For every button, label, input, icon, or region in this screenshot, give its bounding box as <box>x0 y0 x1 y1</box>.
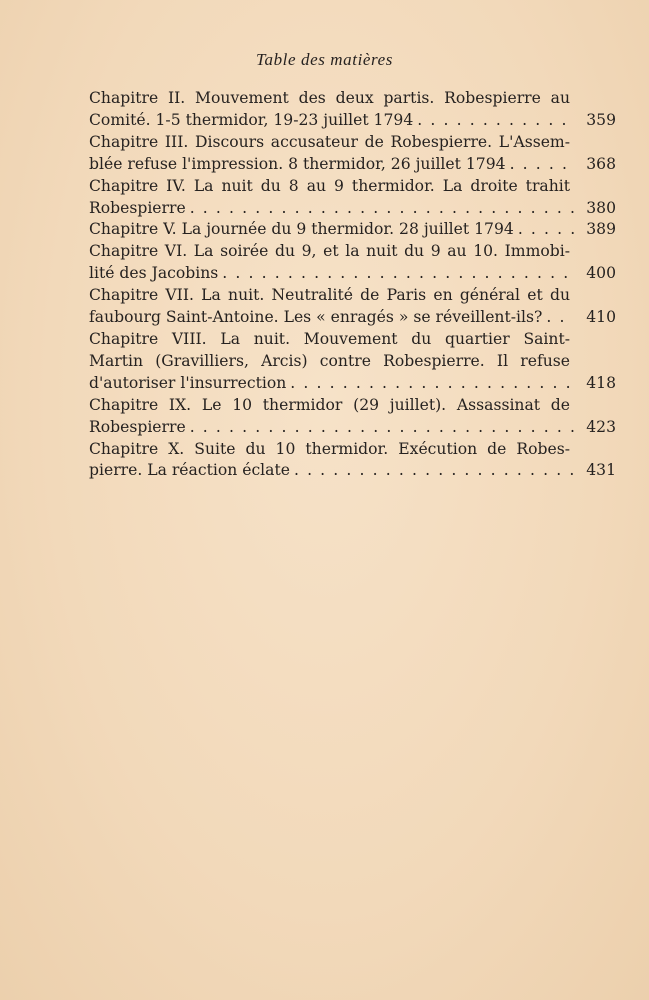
toc-entry <box>89 176 616 220</box>
running-header: Table des matières <box>255 50 394 69</box>
dot-leader <box>222 263 574 285</box>
toc-entry <box>89 395 616 439</box>
toc-entry-line <box>89 219 616 241</box>
dot-leader <box>190 417 574 439</box>
toc-entry-text: Comité. 1-5 thermidor, 19-23 juillet 1794 <box>89 110 414 129</box>
dot-leader <box>546 307 574 329</box>
toc-entry <box>89 439 616 483</box>
page-number: 431 <box>586 461 616 480</box>
toc-entry-line <box>89 263 616 285</box>
toc-entry-line <box>89 110 616 132</box>
toc-entry-text: blée refuse l'impression. 8 thermidor, 26 juillet 1794 <box>89 154 506 173</box>
page-number: 368 <box>586 154 616 173</box>
page-number: 410 <box>586 308 616 327</box>
toc-entry-line <box>89 373 616 395</box>
page-number: 380 <box>586 198 616 217</box>
toc-entry-line: Chapitre X. Suite du 10 thermidor. Exécution de Robes- <box>89 439 570 458</box>
toc-entry-line <box>89 154 616 176</box>
dot-leader <box>518 219 574 241</box>
page-number: 359 <box>586 110 616 129</box>
toc-entry <box>89 329 616 395</box>
toc-entry <box>89 241 616 285</box>
dot-leader <box>417 110 574 132</box>
toc-entry-text: faubourg Saint-Antoine. Les « enragés » se réveillent-ils? <box>89 308 543 327</box>
table-of-contents <box>89 88 616 482</box>
toc-entry-text: lité des Jacobins <box>89 264 219 283</box>
toc-entry-line: Martin (Gravilliers, Arcis) contre Robespierre. Il refuse <box>89 351 570 370</box>
dot-leader <box>510 154 574 176</box>
toc-entry-text: d'autoriser l'insurrection <box>89 373 287 392</box>
dot-leader <box>294 460 574 482</box>
toc-entry-line: Chapitre II. Mouvement des deux partis. Robespierre au <box>89 89 570 107</box>
page-number: 418 <box>586 373 616 392</box>
toc-entry-text: Robespierre <box>89 417 186 436</box>
toc-entry-line: Chapitre VIII. La nuit. Mouvement du quartier Saint- <box>89 329 570 348</box>
toc-entry-text: Chapitre V. La journée du 9 thermidor. 28 juillet 1794 <box>89 220 514 239</box>
toc-entry <box>89 132 616 176</box>
toc-entry-line: Chapitre IX. Le 10 thermidor (29 juillet). Assassinat de <box>89 395 570 414</box>
dot-leader <box>190 198 574 220</box>
toc-entry-line: Chapitre IV. La nuit du 8 au 9 thermidor. La droite trahit <box>89 176 570 195</box>
page-number: 389 <box>586 220 616 239</box>
toc-entry-line <box>89 460 616 482</box>
page-number: 423 <box>586 417 616 436</box>
toc-entry <box>89 219 616 241</box>
toc-entry <box>89 88 616 132</box>
toc-entry <box>89 285 616 329</box>
toc-entry-text: Robespierre <box>89 198 186 217</box>
toc-entry-line: Chapitre III. Discours accusateur de Robespierre. L'Assem- <box>89 132 570 151</box>
toc-entry-line: Chapitre VI. La soirée du 9, et la nuit du 9 au 10. Immobi- <box>89 242 570 261</box>
toc-entry-line: Chapitre VII. La nuit. Neutralité de Paris en général et du <box>89 286 570 305</box>
toc-entry-line <box>89 198 616 220</box>
dot-leader <box>290 373 574 395</box>
toc-entry-line <box>89 307 616 329</box>
page-number: 400 <box>586 264 616 283</box>
toc-entry-line <box>89 417 616 439</box>
toc-entry-text: pierre. La réaction éclate <box>89 461 290 480</box>
